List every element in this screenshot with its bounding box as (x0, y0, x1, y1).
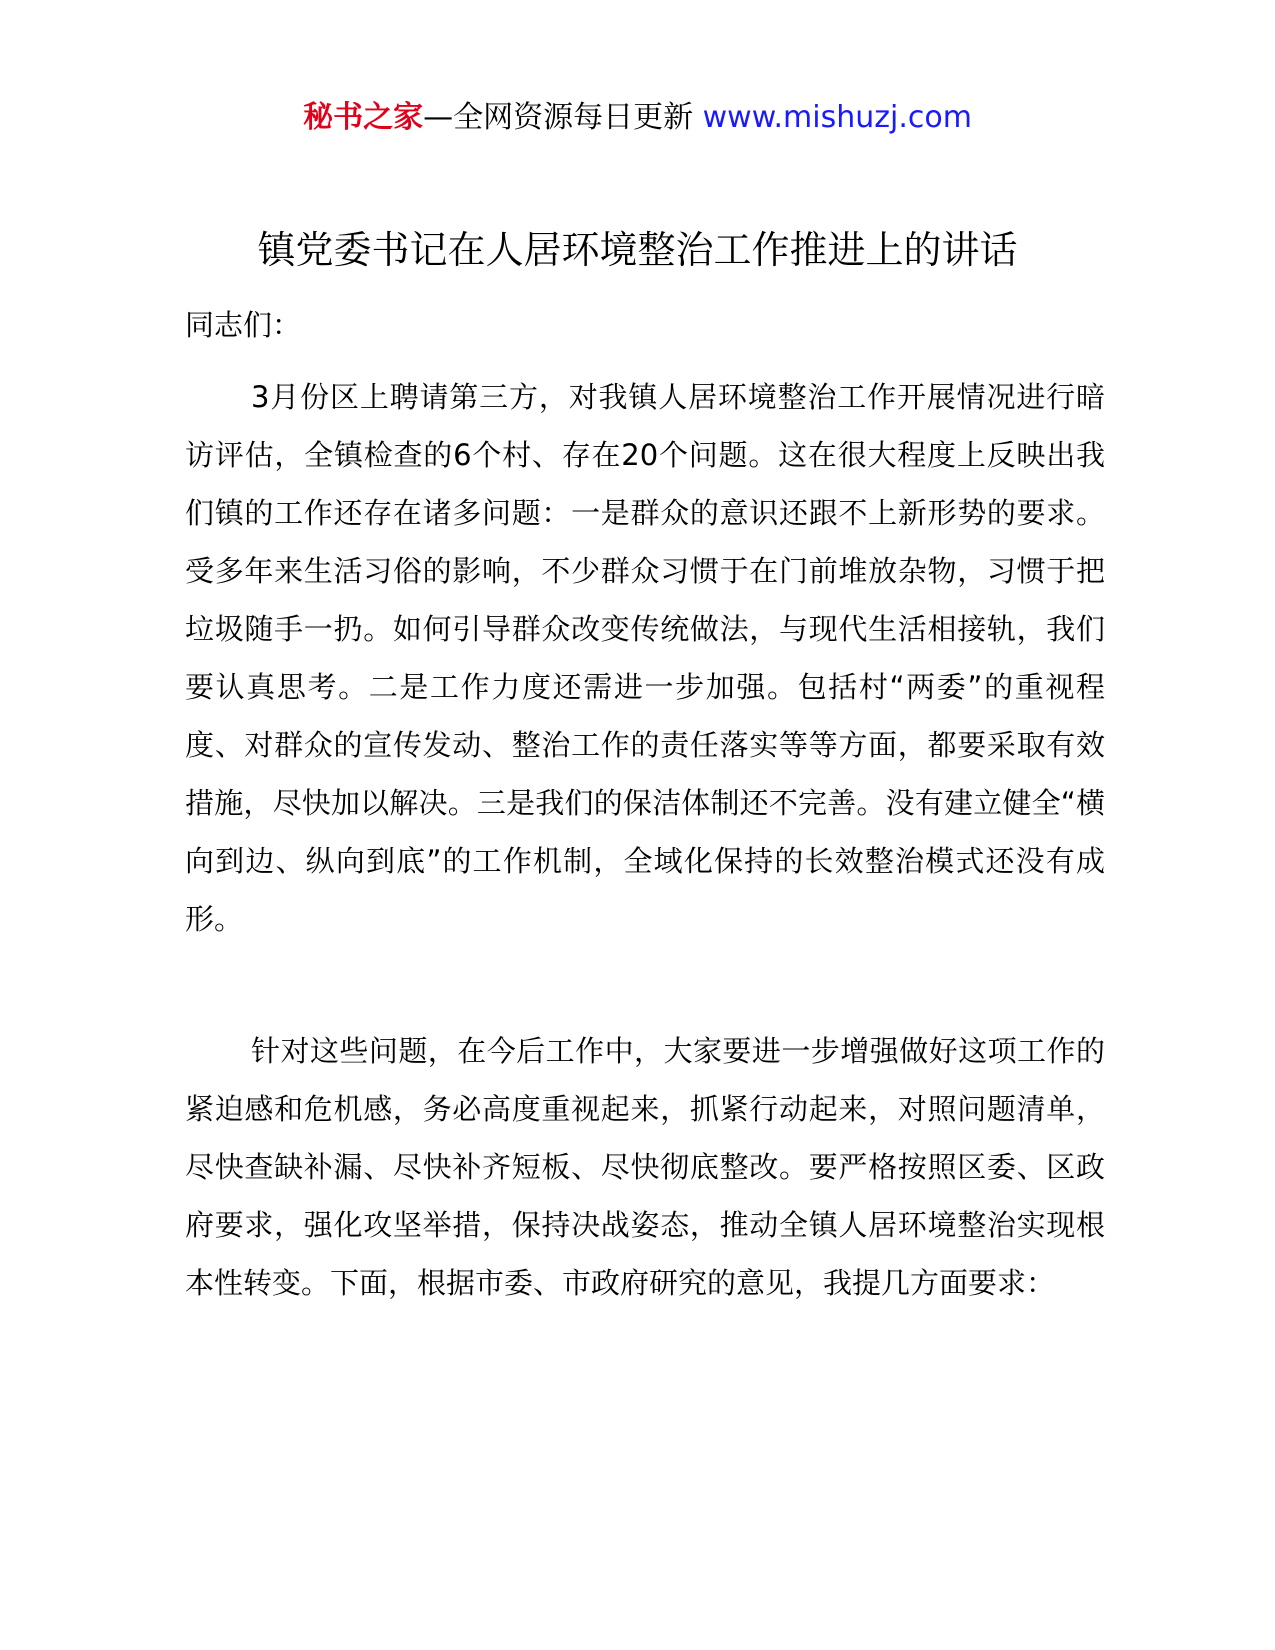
greeting: 同志们： (185, 308, 302, 342)
paragraph-2: 针对这些问题，在今后工作中，大家要进一步增强做好这项工作的紧迫感和危机感，务必高度重视起来，抓紧行动起来，对照问题清单，尽快查缺补漏、尽快补齐短板、尽快彻底整改。要严格按照区委、区政府要求，强化攻坚举措，保持决战姿态，推动全镇人居环境整治实现根本性转变。下面，根据市委、市政府研究的意见，我提几方面要求： (185, 1034, 1105, 1300)
site-brand: 秘书之家 (303, 100, 424, 135)
site-url-link[interactable]: www.mishuzj.com (702, 100, 972, 135)
paragraph-1: 3月份区上聘请第三方，对我镇人居环境整治工作开展情况进行暗访评估，全镇检查的6个村、存在20个问题。这在很大程度上反映出我们镇的工作还存在诸多问题：一是群众的意识还跟不上新形势的要求。受多年来生活习俗的影响，不少群众习惯于在门前堆放杂物，习惯于把垃圾随手一扔。如何引导群众改变传统做法，与现代生活相接轨，我们要认真思考。二是工作力度还需进一步加强。包括村“两委”的重视程度、对群众的宣传发动、整治工作的责任落实等等方面，都要采取有效措施，尽快加以解决。三是我们的保洁体制还不完善。没有建立健全“横向到边、纵向到底”的工作机制，全域化保持的长效整治模式还没有成形。 (185, 380, 1105, 936)
paragraph-1-container (185, 368, 1105, 948)
site-tagline: —全网资源每日更新 (423, 100, 694, 135)
site-header (0, 96, 1275, 140)
document-title: 镇党委书记在人居环境整治工作推进上的讲话 (257, 228, 1018, 272)
paragraph-2-container (185, 1022, 1105, 1312)
